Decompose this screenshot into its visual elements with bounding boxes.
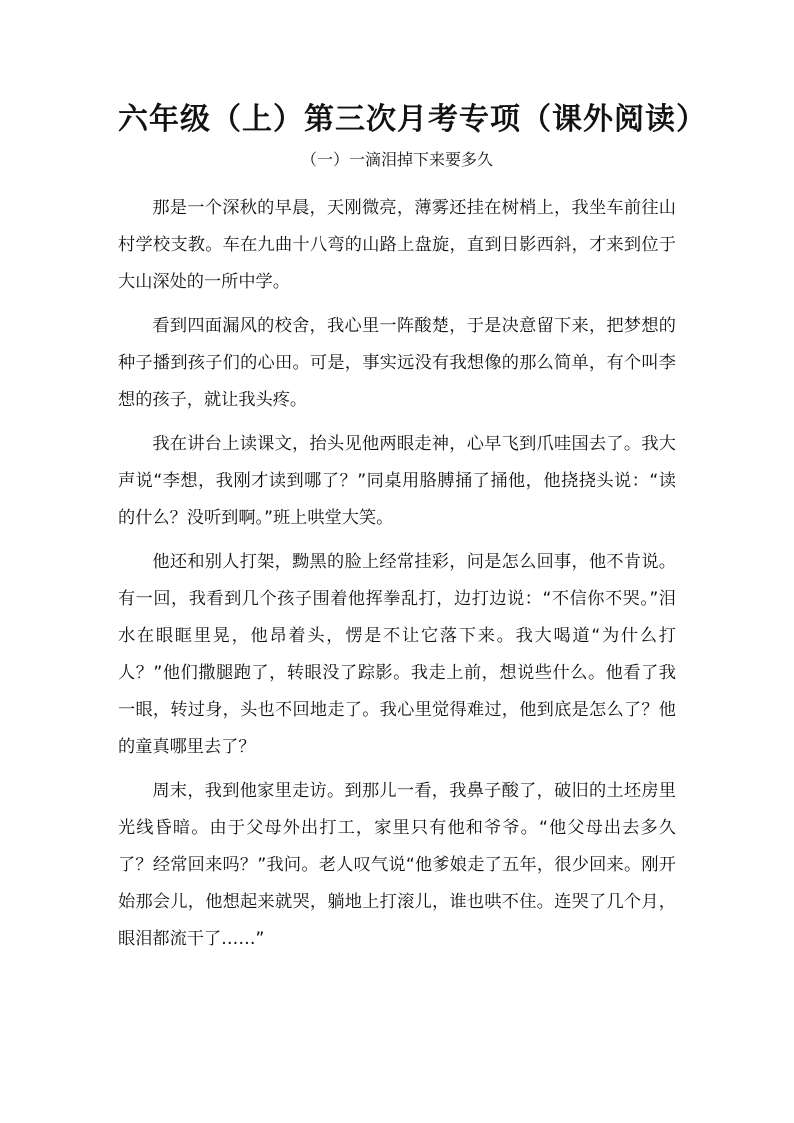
paragraph-4: 他还和别人打架，黝黑的脸上经常挂彩，问是怎么回事，他不肯说。有一回，我看到几个孩子围着他挥拳乱打，边打边说：“不信你不哭。”泪水在眼眶里晃，他昂着头，愣是不让它落下来。我大喝道“为什么打人？”他们撒腿跑了，转眼没了踪影。我走上前，想说些什么。他看了我一眼，转过身，头也不回地走了。我心里觉得难过，他到底是怎么了？他的童真哪里去了？ bbox=[118, 552, 676, 757]
passage-title: （一）一滴泪掉下来要多久 bbox=[300, 150, 493, 169]
document-title: 六年级（上）第三次月考专项（课外阅读） bbox=[118, 102, 707, 137]
passage-body bbox=[118, 190, 676, 958]
paragraph-5: 周末，我到他家里走访。到那儿一看，我鼻子酸了，破旧的土坯房里光线昏暗。由于父母外出打工，家里只有他和爷爷。“他父母出去多久了？经常回来吗？”我问。老人叹气说“他爹娘走了五年，很少回来。刚开始那会儿，他想起来就哭，躺地上打滚儿，谁也哄不住。连哭了几个月，眼泪都流干了……” bbox=[118, 781, 676, 949]
paragraph-2: 看到四面漏风的校舍，我心里一阵酸楚，于是决意留下来，把梦想的种子播到孩子们的心田。可是，事实远没有我想像的那么简单，有个叫李想的孩子，就让我头疼。 bbox=[118, 316, 676, 410]
paragraph-1: 那是一个深秋的早晨，天刚微亮，薄雾还挂在树梢上，我坐车前往山村学校支教。车在九曲十八弯的山路上盘旋，直到日影西斜，才来到位于大山深处的一所中学。 bbox=[118, 198, 676, 292]
paragraph-3: 我在讲台上读课文，抬头见他两眼走神，心早飞到爪哇国去了。我大声说“李想，我刚才读到哪了？”同桌用胳膊捅了捅他，他挠挠头说：“读的什么？没听到啊。”班上哄堂大笑。 bbox=[118, 434, 676, 528]
